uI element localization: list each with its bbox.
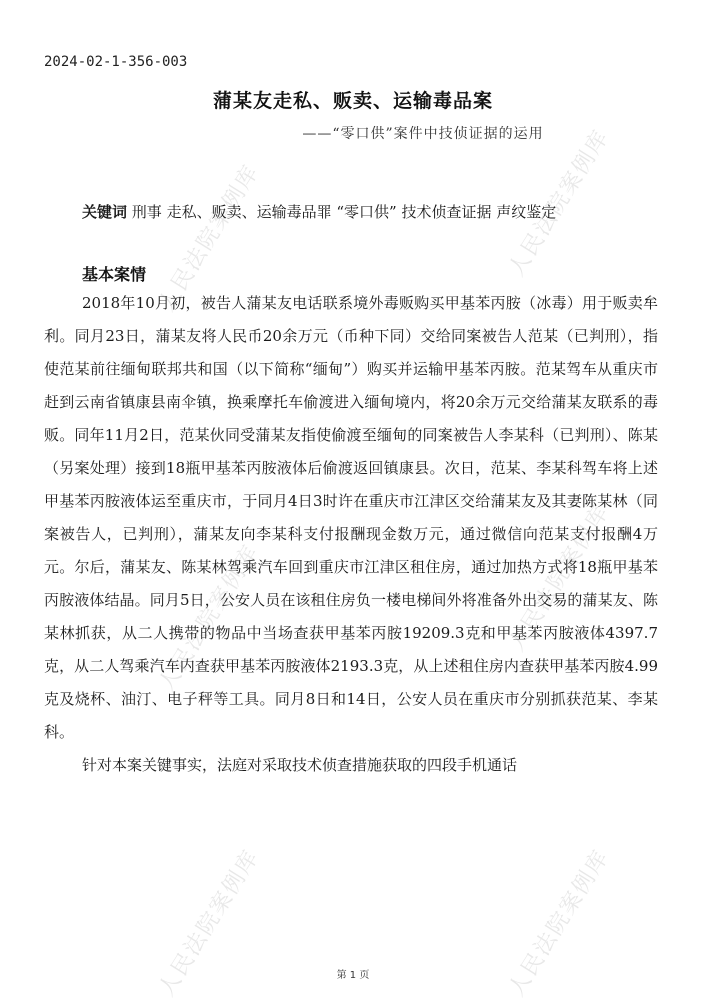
watermark: 人民法院案例库 <box>504 500 615 656</box>
watermark: 人民法院案例库 <box>504 125 615 281</box>
watermark: 人民法院案例库 <box>154 540 265 696</box>
watermark: 人民法院案例库 <box>154 845 265 1001</box>
case-body <box>44 287 658 782</box>
body-paragraph: 针对本案关键事实，法庭对采取技术侦查措施获取的四段手机通话 <box>82 756 518 774</box>
keywords-text: 刑事 走私、贩卖、运输毒品罪 “零口供” 技术侦查证据 声纹鉴定 <box>131 203 557 221</box>
keywords-label: 关键词 <box>82 203 128 221</box>
keywords-block <box>44 196 656 229</box>
section-heading: 基本案情 <box>82 265 147 284</box>
page-subtitle: ——“零口供”案件中技侦证据的运用 <box>302 126 544 142</box>
document-id: 2024-02-1-356-003 <box>44 54 188 70</box>
watermark: 人民法院案例库 <box>154 160 265 316</box>
watermark: 人民法院案例库 <box>504 845 615 1001</box>
page-title: 蒲某友走私、贩卖、运输毒品案 <box>212 90 493 112</box>
page-number: 第 1 页 <box>336 970 370 981</box>
body-paragraph: 2018年10月初，被告人蒲某友电话联系境外毒贩购买甲基苯丙胺（冰毒）用于贩卖牟利。同月23日，蒲某友将人民币20余万元（币种下同）交给同案被告人范某（已判刑），指使范某前往缅甸联邦共和国（以下简称“缅甸”）购买并运输甲基苯丙胺。范某驾车从重庆市赶到云南省镇康县南伞镇，换乘摩托车偷渡进入缅甸境内，将20余万元交给蒲某友联系的毒贩。同年11月2日，范某伙同受蒲某友指使偷渡至缅甸的同案被告人李某科（已判刑）、陈某（另案处理）接到18瓶甲基苯丙胺液体后偷渡返回镇康县。次日，范某、李某科驾车将上述甲基苯丙胺液体运至重庆市，于同月4日3时许在重庆市江津区交给蒲某友及其妻陈某林（同案被告人，已判刑），蒲某友向李某科支付报酬现金数万元，通过微信向范某支付报酬4万元。尔后，蒲某友、陈某林驾乘汽车回到重庆市江津区租住房，通过加热方式将18瓶甲基苯丙胺液体结晶。同月5日，公安人员在该租住房负一楼电梯间外将准备外出交易的蒲某友、陈某林抓获，从二人携带的物品中当场查获甲基苯丙胺19209.3克和甲基苯丙胺液体4397.7克，从二人驾乘汽车内查获甲基苯丙胺液体2193.3克，从上述租住房内查获甲基苯丙胺4.99克及烧杯、油汀、电子秤等工具。同月8日和14日，公安人员在重庆市分别抓获范某、李某科。 <box>44 294 658 741</box>
